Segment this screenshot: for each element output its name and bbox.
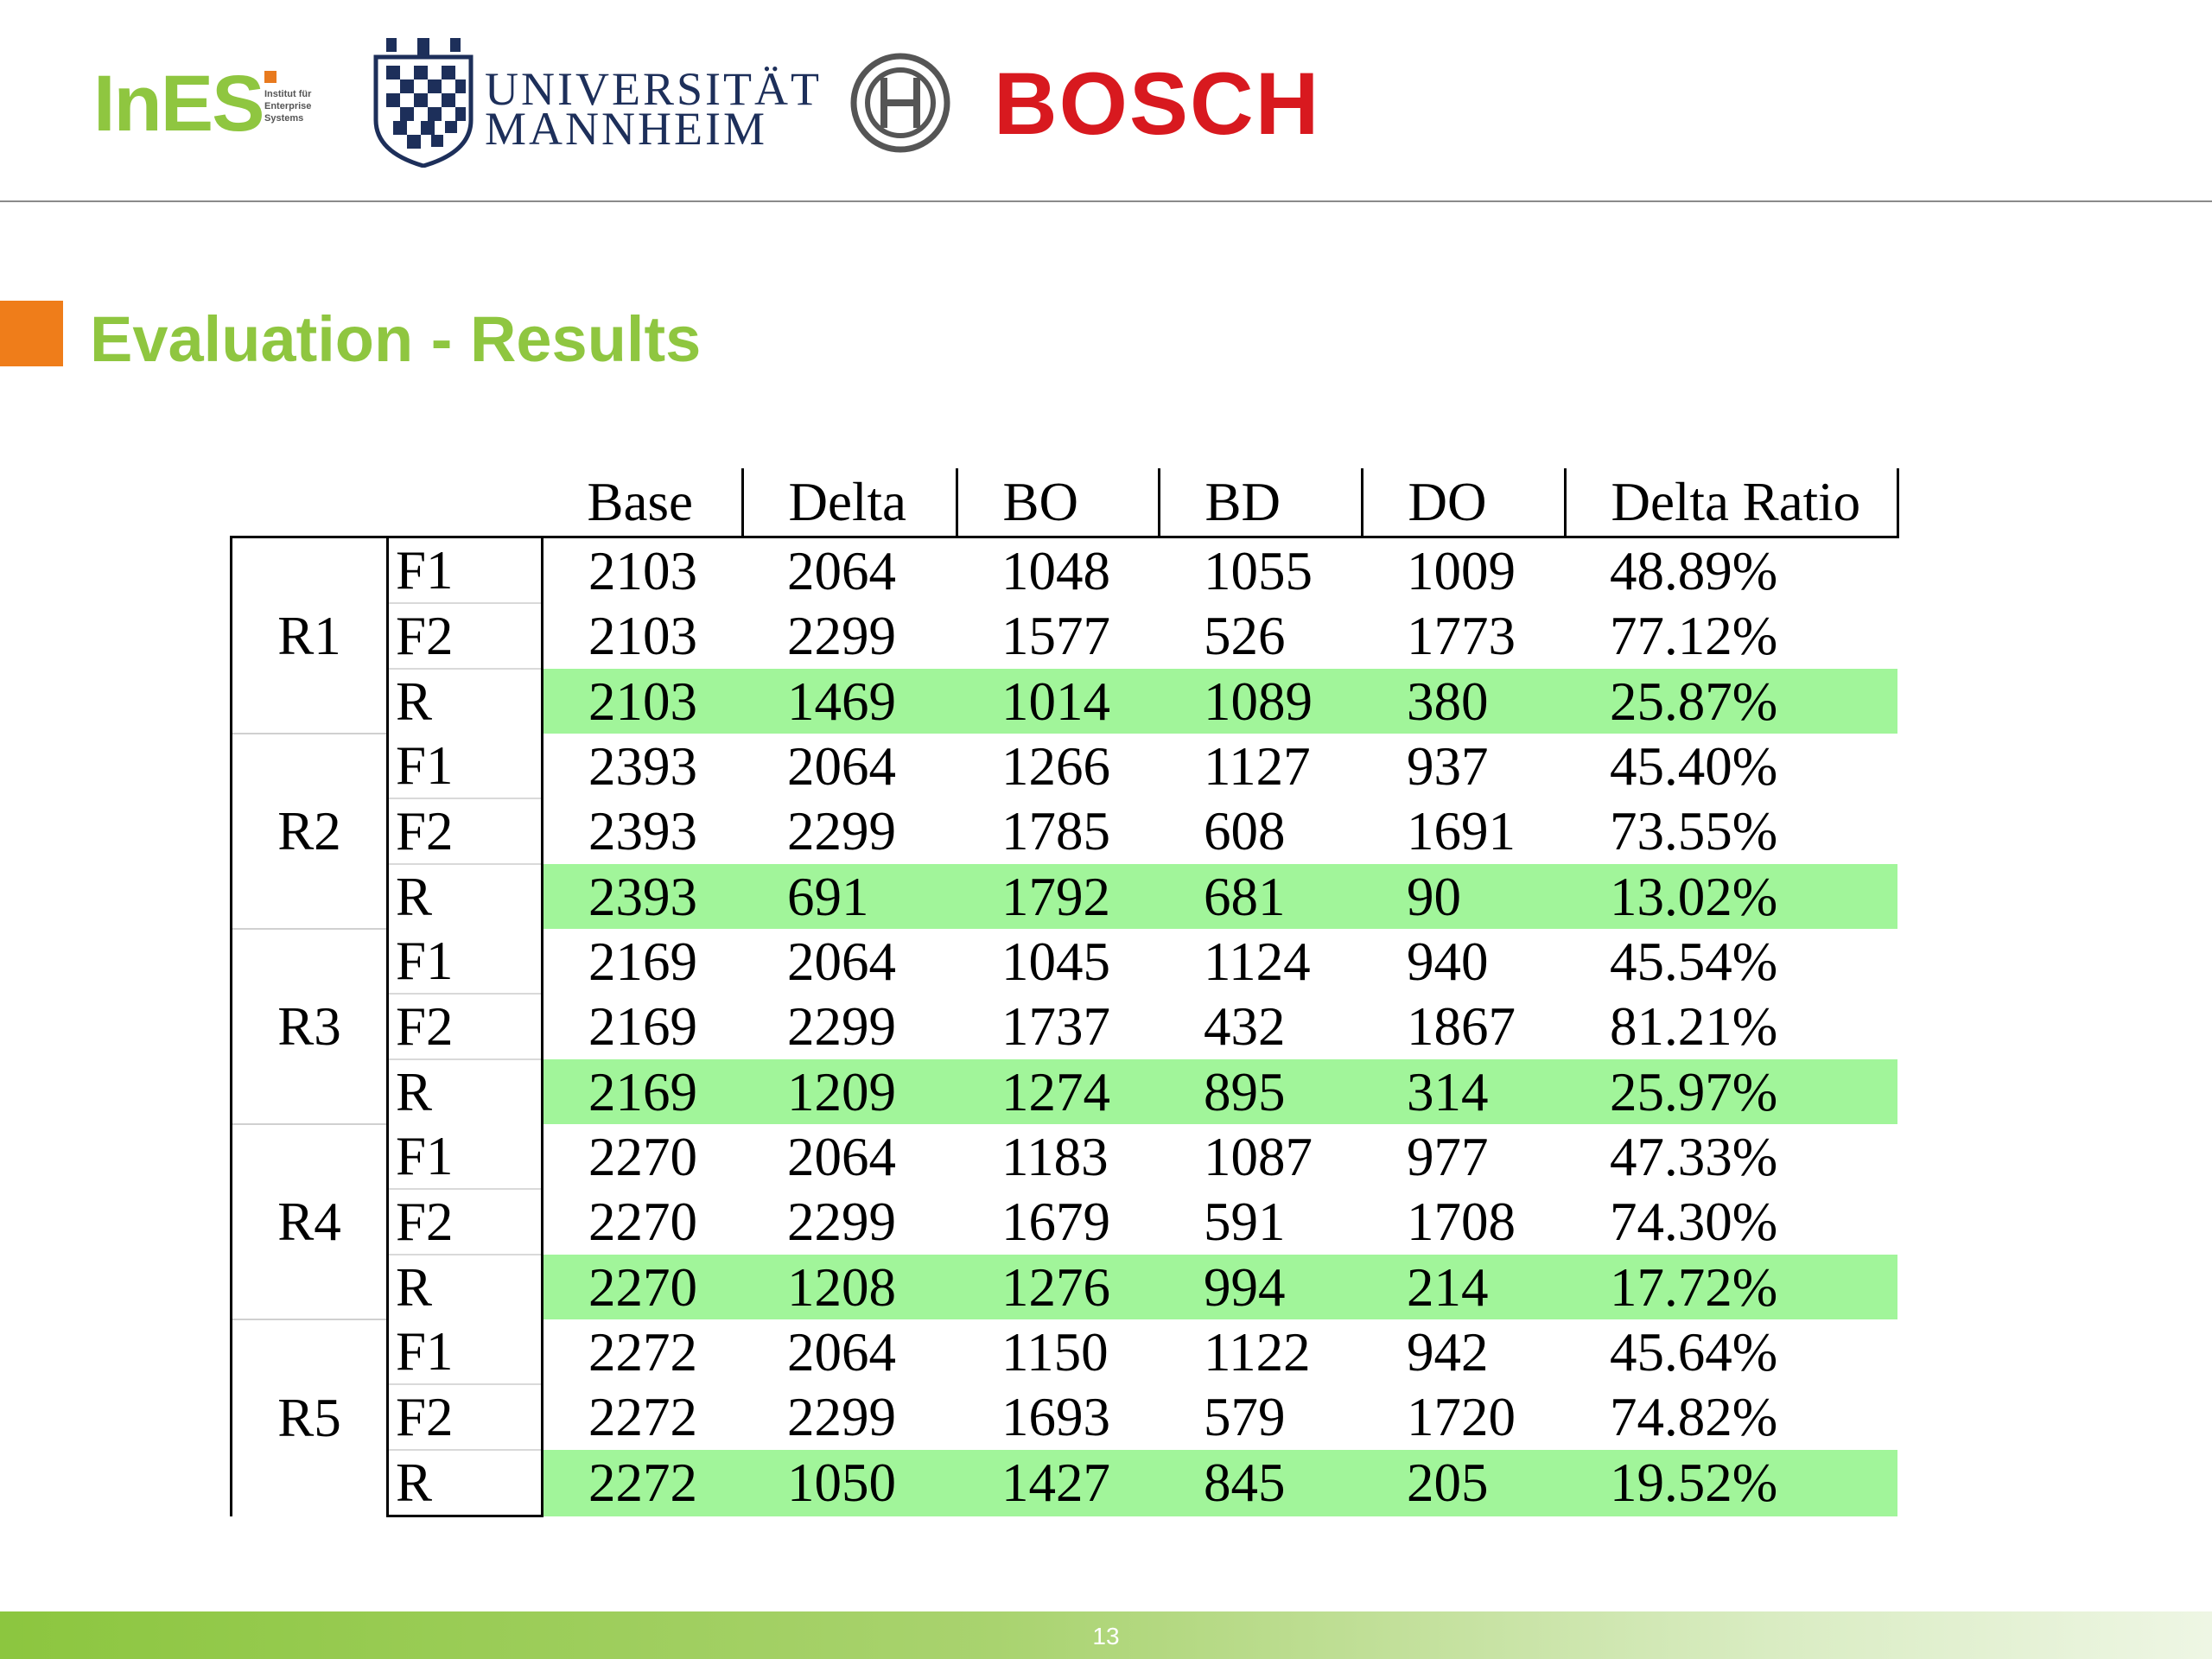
cell-bo: 1048: [1001, 540, 1110, 601]
row-file-label: F1: [388, 929, 543, 994]
cell-base: 2393: [588, 735, 697, 797]
cell-delta: 2064: [787, 931, 896, 992]
cell-base: 2272: [543, 1450, 743, 1516]
cell-do: 940: [1407, 931, 1489, 992]
table-row: [232, 1059, 1898, 1124]
cell-delta: 1209: [742, 1059, 957, 1124]
cell-base: 2169: [588, 931, 697, 992]
cell-delta: 2299: [787, 1192, 896, 1252]
cell-bo: 1679: [1001, 1192, 1110, 1252]
cell-bo: 1183: [1001, 1126, 1109, 1187]
column-header-bo: BO: [957, 468, 1159, 537]
page-number: 13: [1092, 1623, 1120, 1649]
cell-bo: 1150: [1001, 1321, 1109, 1382]
table-row: [232, 1255, 1898, 1319]
cell-delta: 2064: [787, 1321, 896, 1382]
cell-delta-ratio: 13.02%: [1565, 864, 1897, 929]
cell-delta-ratio: 48.89%: [1610, 540, 1778, 601]
cell-base: 2169: [588, 996, 697, 1057]
cell-bd: 579: [1204, 1387, 1286, 1447]
cell-do: 1867: [1407, 996, 1516, 1057]
cell-do: 380: [1362, 669, 1565, 734]
cell-delta: 2064: [787, 1126, 896, 1187]
row-file-label: F1: [388, 537, 543, 604]
header-divider: [0, 200, 2212, 202]
row-group-label: R4: [232, 1124, 388, 1319]
table-row: [232, 603, 1898, 669]
table-row: [232, 929, 1898, 994]
cell-base: 2103: [588, 606, 697, 666]
cell-delta: 1050: [742, 1450, 957, 1516]
cell-do: 1691: [1407, 801, 1516, 861]
cell-base: 2270: [543, 1255, 743, 1319]
cell-do: 1708: [1407, 1192, 1516, 1252]
row-file-label: R: [388, 1450, 543, 1516]
cell-delta-ratio: 45.54%: [1610, 931, 1778, 992]
cell-bo: 1785: [1001, 801, 1110, 861]
row-file-label: R: [388, 864, 543, 929]
table-row: [232, 734, 1898, 798]
university-name: UNIVERSITÄT MANNHEIM: [485, 63, 822, 155]
column-header-base: Base: [543, 468, 743, 537]
column-header-do: DO: [1362, 468, 1565, 537]
table-row: [232, 864, 1898, 929]
title-accent-square: [0, 301, 63, 366]
cell-do: 1773: [1407, 606, 1516, 666]
cell-do: 90: [1362, 864, 1565, 929]
cell-base: 2169: [543, 1059, 743, 1124]
cell-base: 2272: [588, 1321, 697, 1382]
cell-delta-ratio: 77.12%: [1610, 606, 1778, 666]
results-table: [230, 468, 1899, 1517]
row-file-label: F2: [388, 994, 543, 1059]
cell-do: 214: [1362, 1255, 1565, 1319]
cell-delta-ratio: 45.64%: [1610, 1321, 1778, 1382]
cell-delta: 2299: [787, 606, 896, 666]
cell-bd: 591: [1204, 1192, 1286, 1252]
cell-base: 2393: [588, 801, 697, 861]
cell-delta: 2299: [787, 1387, 896, 1447]
table-row: [232, 537, 1898, 604]
cell-delta-ratio: 74.82%: [1610, 1387, 1778, 1447]
cell-bd: 994: [1159, 1255, 1362, 1319]
cell-delta: 691: [742, 864, 957, 929]
header-spacer: [232, 468, 388, 537]
cell-base: 2393: [543, 864, 743, 929]
cell-delta: 1469: [742, 669, 957, 734]
mannheim-shield-icon: [367, 38, 480, 168]
university-mannheim-logo: [367, 38, 822, 168]
ines-wordmark: InES: [93, 60, 264, 148]
cell-do: 977: [1407, 1126, 1489, 1187]
cell-do: 942: [1407, 1321, 1489, 1382]
ines-subtitle: Institut für Enterprise Systems: [264, 89, 312, 124]
cell-bo: 1737: [1001, 996, 1110, 1057]
cell-delta: 2064: [787, 540, 896, 601]
cell-delta-ratio: 45.40%: [1610, 735, 1778, 797]
slide-title: Evaluation - Results: [90, 303, 702, 375]
row-file-label: F2: [388, 1189, 543, 1255]
cell-base: 2272: [588, 1387, 697, 1447]
cell-bo: 1274: [957, 1059, 1159, 1124]
row-file-label: F2: [388, 603, 543, 669]
cell-delta-ratio: 25.87%: [1565, 669, 1897, 734]
cell-bd: 1087: [1204, 1126, 1313, 1187]
table-row: [232, 669, 1898, 734]
cell-delta: 2299: [787, 996, 896, 1057]
cell-bd: 608: [1204, 801, 1286, 861]
table-row: [232, 994, 1898, 1059]
bosch-armature-icon: [849, 52, 951, 154]
cell-bd: 1122: [1204, 1321, 1311, 1382]
cell-delta-ratio: 81.21%: [1610, 996, 1778, 1057]
cell-base: 2270: [588, 1192, 697, 1252]
cell-delta-ratio: 73.55%: [1610, 801, 1778, 861]
cell-delta: 2299: [787, 801, 896, 861]
row-file-label: R: [388, 1059, 543, 1124]
cell-delta: 1208: [742, 1255, 957, 1319]
row-group-label: R3: [232, 929, 388, 1124]
cell-bo: 1577: [1001, 606, 1110, 666]
cell-bd: 681: [1159, 864, 1362, 929]
cell-bo: 1266: [1001, 735, 1110, 797]
row-group-label: R1: [232, 537, 388, 734]
ines-logo-dot: [264, 71, 276, 83]
row-file-label: R: [388, 1255, 543, 1319]
cell-delta-ratio: 47.33%: [1610, 1126, 1778, 1187]
cell-bd: 1124: [1204, 931, 1311, 992]
cell-do: 314: [1362, 1059, 1565, 1124]
row-group-label: R2: [232, 734, 388, 929]
cell-delta-ratio: 74.30%: [1610, 1192, 1778, 1252]
cell-bd: 1127: [1204, 735, 1311, 797]
table-row: [232, 1384, 1898, 1450]
cell-delta-ratio: 25.97%: [1565, 1059, 1897, 1124]
cell-do: 205: [1362, 1450, 1565, 1516]
table-row: [232, 1124, 1898, 1189]
table-row: [232, 1189, 1898, 1255]
cell-base: 2270: [588, 1126, 697, 1187]
cell-bo: 1276: [957, 1255, 1159, 1319]
cell-bd: 845: [1159, 1450, 1362, 1516]
cell-delta-ratio: 19.52%: [1565, 1450, 1897, 1516]
row-file-label: R: [388, 669, 543, 734]
column-header-delta-ratio: Delta Ratio: [1565, 468, 1897, 537]
row-file-label: F1: [388, 734, 543, 798]
column-header-delta: Delta: [742, 468, 957, 537]
cell-bo: 1427: [957, 1450, 1159, 1516]
cell-bo: 1792: [957, 864, 1159, 929]
slide-header: [0, 0, 2212, 201]
cell-do: 1009: [1407, 540, 1516, 601]
cell-do: 1720: [1407, 1387, 1516, 1447]
bosch-wordmark: BOSCH: [994, 54, 1321, 153]
cell-bd: 1089: [1159, 669, 1362, 734]
cell-bo: 1045: [1001, 931, 1110, 992]
cell-base: 2103: [543, 669, 743, 734]
table-row: [232, 1450, 1898, 1516]
cell-bo: 1014: [957, 669, 1159, 734]
table-row: [232, 1319, 1898, 1384]
header-spacer: [388, 468, 543, 537]
cell-do: 937: [1407, 735, 1489, 797]
cell-delta-ratio: 17.72%: [1565, 1255, 1897, 1319]
row-file-label: F1: [388, 1319, 543, 1384]
table-row: [232, 798, 1898, 864]
row-file-label: F2: [388, 1384, 543, 1450]
cell-bd: 1055: [1204, 540, 1313, 601]
cell-bo: 1693: [1001, 1387, 1110, 1447]
cell-bd: 526: [1204, 606, 1286, 666]
cell-bd: 432: [1204, 996, 1286, 1057]
row-file-label: F1: [388, 1124, 543, 1189]
cell-delta: 2064: [787, 735, 896, 797]
cell-bd: 895: [1159, 1059, 1362, 1124]
row-group-label: R5: [232, 1319, 388, 1516]
column-header-bd: BD: [1159, 468, 1362, 537]
cell-base: 2103: [588, 540, 697, 601]
table-body: [232, 537, 1898, 1516]
row-file-label: F2: [388, 798, 543, 864]
table-header-row: [232, 468, 1898, 537]
